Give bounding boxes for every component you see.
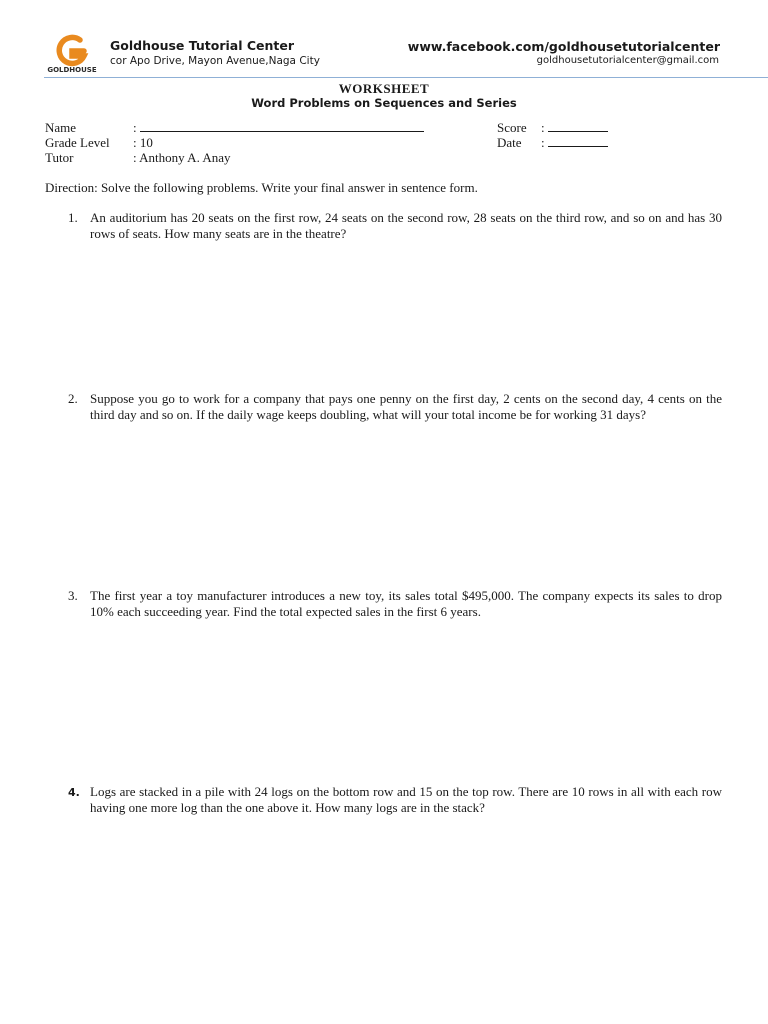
name-colon: : — [133, 120, 140, 135]
problem-text: Logs are stacked in a pile with 24 logs on the bottom row and 15 on the top row. There are 10 rows in all with each row having one more log than the one above it. How many logs are in the stack? — [90, 784, 722, 815]
problem-text: Suppose you go to work for a company that pays one penny on the first day, 2 cents on the second day, 4 cents on the third day and so on. If the daily wage keeps doubling, what will your total income be for working 31 days? — [90, 391, 722, 422]
name-label: Name — [45, 120, 77, 135]
grade-value: : 10 — [133, 135, 153, 150]
problem-number: 3. — [68, 588, 78, 603]
score-label: Score — [497, 120, 527, 135]
date-field[interactable] — [541, 135, 608, 150]
problem-number: 2. — [68, 391, 78, 406]
problem-number: 1. — [68, 210, 78, 225]
worksheet-title: WORKSHEET — [338, 81, 430, 96]
problem-item — [45, 588, 725, 622]
goldhouse-logo-icon — [44, 34, 100, 74]
name-row — [45, 120, 465, 135]
score-field[interactable] — [541, 120, 608, 135]
page-header — [0, 0, 768, 80]
header-divider — [44, 77, 768, 78]
problem-text: The first year a toy manufacturer introduces a new toy, its sales total $495,000. The company expects its sales to drop 10% each succeeding year. Find the total expected sales in the first 6 years. — [90, 588, 722, 619]
email-link[interactable]: goldhousetutorialcenter@gmail.com — [536, 55, 719, 66]
problem-item — [45, 391, 725, 441]
tutor-value: : Anthony A. Anay — [133, 150, 231, 165]
name-field[interactable] — [133, 120, 424, 135]
facebook-link[interactable]: www.facebook.com/goldhousetutorialcenter — [407, 39, 720, 54]
grade-label: Grade Level — [45, 135, 110, 150]
date-blank-line — [548, 135, 608, 147]
date-colon: : — [541, 135, 545, 150]
grade-row — [45, 135, 465, 150]
direction-text: Direction: Solve the following problems. Write your final answer in sentence form. — [45, 180, 478, 195]
name-blank-line — [140, 120, 424, 132]
score-blank-line — [548, 120, 608, 132]
tutor-row — [45, 150, 465, 165]
date-label: Date — [497, 135, 522, 150]
org-name: Goldhouse Tutorial Center — [110, 38, 295, 53]
problem-text: An auditorium has 20 seats on the first row, 24 seats on the second row, 28 seats on the third row, and so on and has 30 rows of seats. How many seats are in the theatre? — [90, 210, 722, 241]
org-address: cor Apo Drive, Mayon Avenue,Naga City — [110, 55, 320, 67]
score-row — [497, 120, 727, 135]
problem-number: 4. — [68, 786, 80, 799]
date-row — [497, 135, 727, 150]
problem-item — [45, 210, 725, 244]
problem-item — [45, 784, 725, 818]
score-colon: : — [541, 120, 545, 135]
tutor-label: Tutor — [45, 150, 74, 165]
worksheet-subtitle: Word Problems on Sequences and Series — [251, 96, 517, 110]
logo-wordmark: GOLDHOUSE — [47, 66, 97, 74]
